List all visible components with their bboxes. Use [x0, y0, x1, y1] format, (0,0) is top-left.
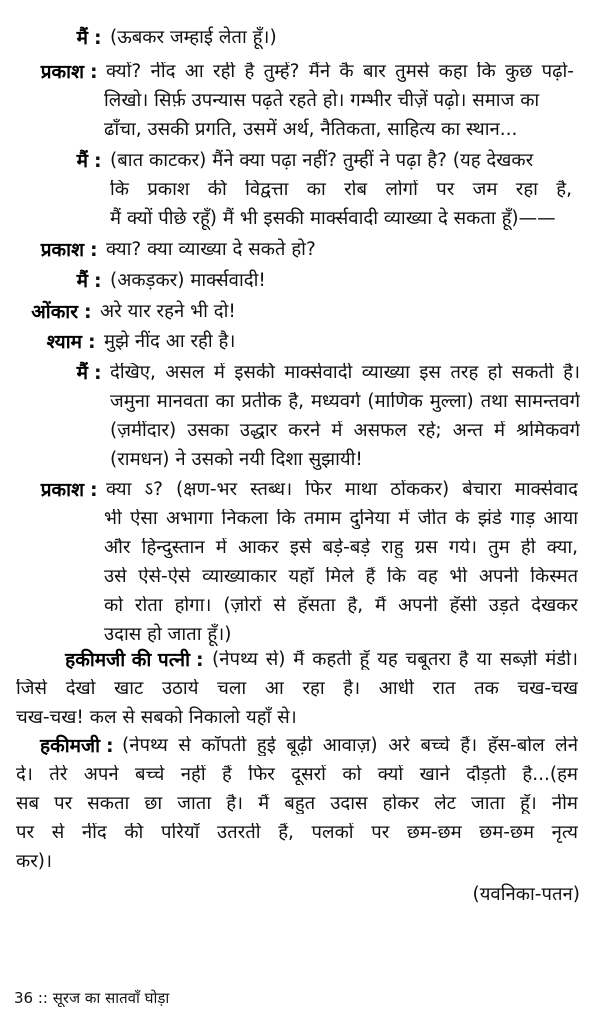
dialogue-line: (अकड़कर) मार्क्सवादी!	[110, 270, 266, 291]
speaker-name: मैं	[76, 270, 88, 292]
speaker-name: प्रकाश	[40, 61, 84, 83]
speaker-name: ओंकार	[31, 301, 78, 323]
dialogue-line: (ऊबकर जम्हाई लेता हूँ।)	[110, 27, 277, 48]
curtain-direction: (यवनिका-पतन)	[472, 884, 580, 905]
speaker-colon: :	[94, 362, 102, 384]
dialogue-line: और हिन्दुस्तान में आकर इसे बड़े-बड़े राहु ग्रस गये। तुम ही क्या,	[104, 538, 578, 558]
speaker-colon: :	[106, 735, 114, 757]
dialogue-line: चख-चख! कल से सबको निकालो यहाँ से।	[16, 707, 297, 728]
speaker-colon: :	[94, 150, 102, 172]
dialogue-line: क्या ऽ? (क्षण-भर स्तब्ध। फिर माथा ठोंककर) बेचारा मार्क्सवाद	[106, 480, 578, 500]
speaker-name: प्रकाश	[40, 479, 84, 501]
page-footer: 36 :: सूरज का सातवाँ घोड़ा	[14, 989, 170, 1007]
speaker-name: मैं	[76, 362, 88, 384]
dialogue-line: मुझे नींद आ रही है।	[104, 331, 236, 352]
dialogue-line: क्यों? नींद आ रही है तुम्हें? मैंने कै बार तुमसे कहा कि कुछ पढ़ो-	[106, 62, 574, 82]
dialogue-line: को रोता होगा। (ज़ोरों से हँसता है, मैं अपनी हँसी उड़ते देखकर	[104, 596, 578, 616]
dialogue-line: पर से नींद की परियाँ उतरती हैं, पलकों पर छम-छम छम-छम नृत्य	[16, 823, 578, 843]
dialogue-line: ढाँचा, उसकी प्रगति, उसमें अर्थ, नैतिकता, साहित्य का स्थान...	[104, 119, 518, 140]
dialogue-line: (ज़मींदार) उसका उद्धार करने में असफल रहे; अन्त में श्रमिकवर्ग	[110, 421, 580, 441]
speaker-name: हकीमजी की पत्नी	[65, 649, 190, 671]
speaker-name: मैं	[76, 150, 88, 172]
dialogue-line: सब पर सकता छा जाता है। मैं बहुत उदास होकर लेट जाता हूँ। नीम	[16, 794, 578, 814]
dialogue-line: क्या? क्या व्याख्या दे सकते हो?	[106, 239, 316, 260]
dialogue-line: (रामधन) ने उसको नयी दिशा सुझायी!	[110, 449, 363, 470]
dialogue-line: कि प्रकाश की विद्वत्ता का रोब लोगों पर जम रहा है,	[110, 180, 572, 200]
dialogue-line: कर)।	[16, 851, 53, 872]
dialogue-line: (नेपथ्य से काँपती हुई बूढ़ी आवाज़) अरे बच्चे हैं। हँस-बोल लेने	[122, 736, 578, 756]
speaker-name: हकीमजी	[40, 735, 100, 757]
speaker-colon: :	[94, 27, 102, 49]
dialogue-line: लिखो। सिर्फ़ उपन्यास पढ़ते रहते हो। गम्भीर चीज़ें पढ़ो। समाज का	[104, 90, 540, 111]
dialogue-line: भी ऐसा अभागा निकला कि तमाम दुनिया में जीत के झंडे गाड़ आया	[104, 509, 578, 529]
speaker-colon: :	[94, 270, 102, 292]
dialogue-line: उदास हो जाता हूँ।)	[104, 624, 232, 645]
speaker-colon: :	[90, 479, 98, 501]
dialogue-line: जमुना मानवता का प्रतीक है, मध्यवर्ग (माणिक मुल्ला) तथा सामन्तवर्ग	[110, 392, 580, 412]
speaker-name: प्रकाश	[40, 239, 84, 261]
dialogue-line: (नेपथ्य से) मैं कहती हूँ यह चबूतरा है या सब्ज़ी मंडी।	[212, 650, 578, 670]
dialogue-line: अरे यार रहने भी दो!	[100, 301, 236, 322]
dialogue-line: उसे ऐसे-ऐसे व्याख्याकार यहाँ मिले हैं कि वह भी अपनी किस्मत	[104, 567, 578, 587]
speaker-colon: :	[196, 649, 204, 671]
dialogue-line: मैं क्यों पीछे रहूँ) मैं भी इसकी मार्क्सवादी व्याख्या दे सकता हूँ)——	[110, 208, 556, 229]
speaker-colon: :	[84, 301, 92, 323]
speaker-name: श्याम	[46, 331, 82, 353]
dialogue-line: (बात काटकर) मैंने क्या पढ़ा नहीं? तुम्हीं ने पढ़ा है? (यह देखकर	[110, 150, 534, 171]
speaker-colon: :	[90, 239, 98, 261]
speaker-name: मैं	[76, 27, 88, 49]
speaker-colon: :	[88, 331, 96, 353]
speaker-colon: :	[90, 61, 98, 83]
dialogue-line: देखिए, असल में इसकी मार्क्सवादी व्याख्या इस तरह हो सकती है।	[110, 363, 580, 383]
dialogue-line: जिसे देखो खाट उठाये चला आ रहा है। आधी रात तक चख-चख	[16, 679, 578, 699]
dialogue-line: दे। तेरे अपने बच्चे नहीं हैं फिर दूसरों को क्यों खाने दौड़ती है...(हम	[16, 765, 578, 785]
